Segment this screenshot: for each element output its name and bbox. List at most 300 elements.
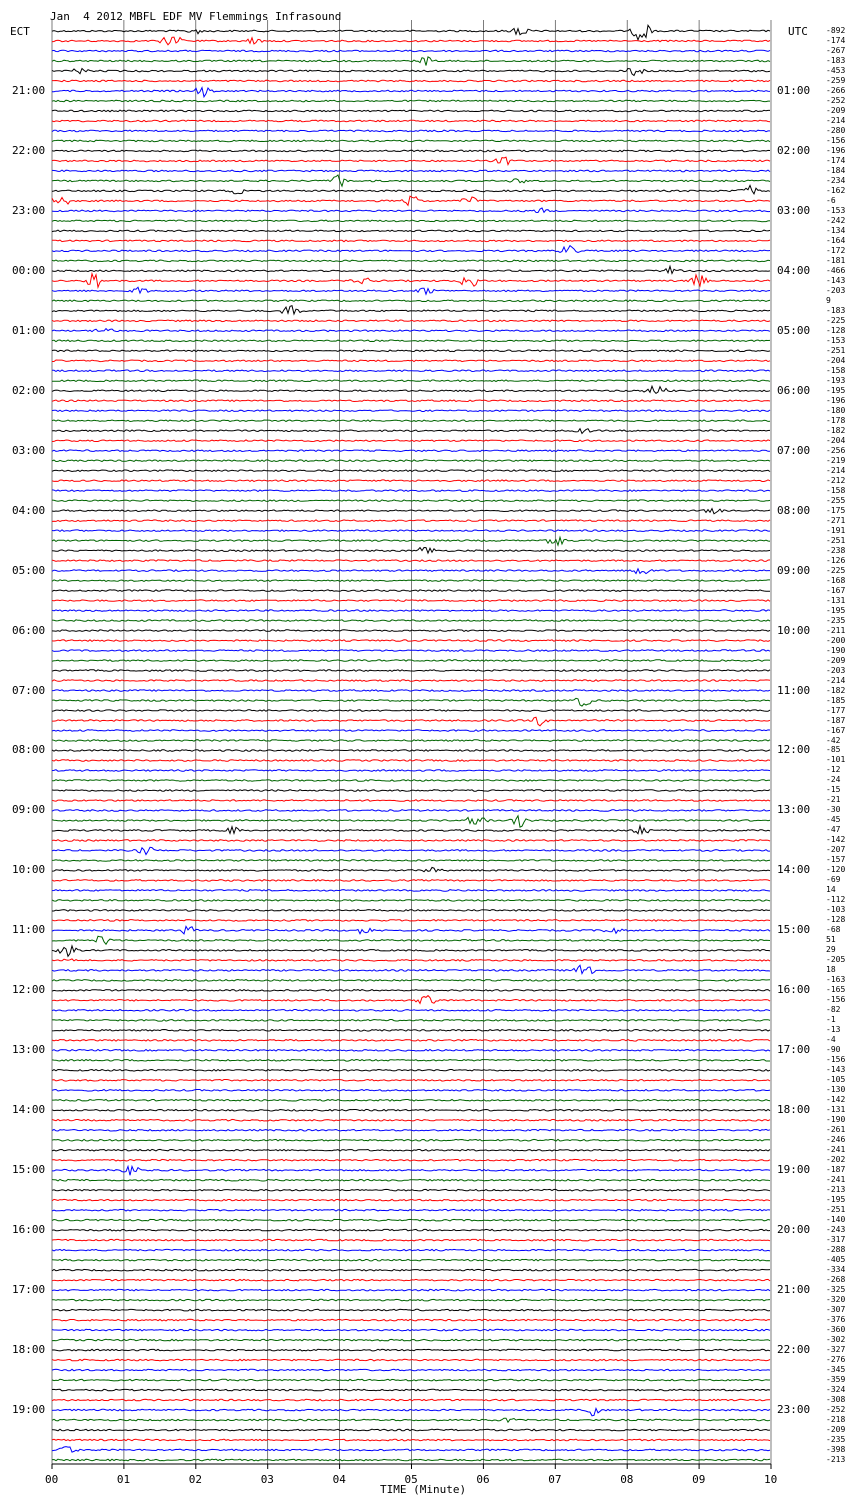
trace-offset-value: -234 [826,175,846,185]
trace-row [52,340,770,342]
trace-row [52,965,770,973]
trace-offset-value: -153 [826,335,846,345]
right-timezone-label: UTC [788,25,808,38]
trace-row [52,429,770,434]
trace-offset-value: -317 [826,1235,846,1245]
trace-row [52,698,770,706]
utc-hour-label: 20:00 [777,1223,811,1237]
trace-row [52,400,770,402]
ect-hour-label: 21:00 [12,83,46,97]
trace-row [52,185,770,194]
trace-row [52,1100,770,1102]
trace-row [52,1359,770,1361]
trace-row [52,450,770,452]
trace-offset-value: -251 [826,1205,846,1215]
trace-offset-value: -302 [826,1335,846,1345]
x-tick-label: 10 [764,1473,778,1486]
trace-offset-value: -218 [826,1415,846,1425]
chart-title: Jan 4 2012 MBFL EDF MV Flemmings Infrasound [50,10,342,23]
trace-row [52,110,770,112]
trace-offset-value: -185 [826,695,846,705]
trace-row [52,1179,770,1181]
x-tick-label: 09 [692,1473,706,1486]
trace-offset-value: -42 [826,735,841,745]
trace-row [52,274,770,288]
trace-row [52,826,770,834]
trace-row [52,1010,770,1012]
trace-row [52,1070,770,1072]
trace-offset-value: -182 [826,425,846,435]
trace-offset-value: -82 [826,1005,841,1015]
trace-offset-value: -126 [826,555,846,565]
trace-offset-value: -398 [826,1445,846,1454]
trace-row [52,1299,770,1301]
trace-offset-value: -164 [826,235,846,245]
trace-row [52,730,770,732]
trace-row [52,1119,770,1121]
trace-row [52,300,770,302]
trace-row [52,1379,770,1381]
trace-row [52,590,770,592]
trace-offset-value: -207 [826,845,846,855]
trace-row [52,50,770,52]
trace-row [52,306,770,314]
trace-row [52,170,770,172]
trace-row [52,1159,770,1161]
trace-offset-value: -13 [826,1025,841,1035]
trace-row [52,1279,770,1281]
trace-offset-value: -85 [826,745,841,755]
trace-offset-value: -203 [826,285,846,295]
trace-row [52,350,770,352]
trace-row [52,410,770,412]
trace-offset-value: -214 [826,675,846,685]
trace-offset-value: -308 [826,1395,846,1405]
trace-offset-value: -195 [826,385,846,395]
trace-row [52,530,770,532]
trace-row [52,1040,770,1042]
trace-row [52,770,770,772]
trace-row [52,370,770,372]
trace-row [52,630,770,632]
trace-row [52,1309,770,1311]
trace-offset-value: -252 [826,1405,846,1415]
trace-row [52,1020,770,1022]
trace-offset-value: -276 [826,1355,846,1365]
utc-hour-label: 13:00 [777,803,811,817]
ect-hour-label: 08:00 [12,743,46,757]
utc-hour-label: 21:00 [777,1283,811,1297]
trace-row [52,490,770,492]
utc-hour-label: 03:00 [777,203,811,217]
trace-row [52,37,770,45]
trace-offset-value: -307 [826,1305,846,1315]
trace-row [52,1439,770,1441]
trace-row [52,810,770,812]
trace-offset-value: -131 [826,595,846,605]
trace-offset-value: -324 [826,1385,846,1395]
trace-row [52,1219,770,1221]
ect-hour-label: 23:00 [12,203,46,217]
ect-hour-label: 10:00 [12,863,46,877]
trace-row [52,1249,770,1251]
trace-row [52,920,770,922]
trace-offset-value: -288 [826,1245,846,1255]
trace-offset-value: -168 [826,575,846,585]
ect-hour-label: 13:00 [12,1043,46,1057]
trace-offset-value: -195 [826,1195,846,1205]
trace-offset-value: -466 [826,265,846,275]
utc-hour-label: 09:00 [777,563,811,577]
trace-row [52,1030,770,1032]
ect-hour-label: 16:00 [12,1223,46,1237]
trace-offset-value: -267 [826,45,846,55]
utc-hour-label: 18:00 [777,1103,811,1117]
trace-row [52,220,770,222]
trace-offset-value: -280 [826,125,846,135]
trace-offset-value: -167 [826,725,846,735]
trace-offset-value: -182 [826,685,846,695]
x-tick-label: 05 [404,1473,418,1486]
trace-offset-value: -251 [826,535,846,545]
ect-hour-label: 03:00 [12,443,46,457]
ect-hour-label: 11:00 [12,923,46,937]
utc-hour-label: 05:00 [777,323,811,337]
trace-offset-value: -187 [826,715,846,725]
trace-offset-value: -167 [826,585,846,595]
trace-row [52,1050,770,1052]
trace-row [52,1349,770,1351]
trace-offset-value: -271 [826,515,846,525]
trace-row [52,260,770,262]
trace-offset-value: -190 [826,1115,846,1125]
trace-row [52,980,770,982]
trace-offset-value: 14 [826,885,836,895]
trace-offset-value: -162 [826,185,846,195]
trace-offset-value: -212 [826,475,846,485]
ect-hour-label: 15:00 [12,1163,46,1177]
trace-row [52,1447,770,1453]
trace-offset-value: -219 [826,455,846,465]
trace-offset-value: -165 [826,985,846,995]
trace-row [52,1319,770,1321]
trace-offset-value: -204 [826,435,846,445]
trace-row [52,867,770,871]
trace-offset-value: -143 [826,1065,846,1075]
trace-offset-value: -209 [826,1425,846,1435]
trace-row [52,1060,770,1062]
trace-row [52,990,770,992]
trace-offset-value: -209 [826,105,846,115]
trace-offset-value: -183 [826,55,846,65]
utc-hour-label: 22:00 [777,1343,811,1357]
trace-row [52,1189,770,1191]
trace-offset-value: -256 [826,445,846,455]
trace-row [52,25,770,40]
trace-offset-value: -325 [826,1285,846,1295]
trace-row [52,1429,770,1431]
ect-hour-label: 01:00 [12,323,46,337]
trace-offset-value: -24 [826,775,841,785]
trace-row [52,660,770,662]
trace-row [52,569,770,574]
trace-row [52,1289,770,1291]
trace-row [52,57,770,66]
trace-row [52,680,770,682]
trace-row [52,580,770,582]
trace-row [52,670,770,672]
x-tick-label: 04 [332,1473,346,1486]
trace-row [52,760,770,762]
trace-row [52,847,770,854]
trace-offset-value: -175 [826,505,846,515]
trace-row [52,740,770,742]
trace-row [52,150,770,152]
trace-row [52,840,770,842]
x-axis-label: TIME (Minute) [380,1483,467,1496]
trace-offset-value: -892 [826,26,846,35]
trace-row [52,208,770,213]
trace-row [52,548,770,554]
trace-row [52,640,770,642]
trace-offset-value: -241 [826,1145,846,1155]
ect-hour-label: 06:00 [12,623,46,637]
utc-hour-label: 06:00 [777,383,811,397]
trace-row [52,240,770,242]
trace-row [52,287,770,294]
trace-row [52,946,770,956]
trace-offset-value: -105 [826,1075,846,1085]
trace-offset-value: -45 [826,815,841,825]
trace-row [52,1209,770,1211]
ect-hour-label: 19:00 [12,1403,46,1417]
trace-row [52,1139,770,1141]
utc-hour-label: 15:00 [777,923,811,937]
x-tick-label: 08 [620,1473,634,1486]
trace-offset-value: -241 [826,1175,846,1185]
trace-offset-value: -261 [826,1125,846,1135]
ect-hour-label: 09:00 [12,803,46,817]
trace-offset-value: -174 [826,35,846,45]
trace-offset-value: -196 [826,395,846,405]
x-tick-label: 00 [45,1473,59,1486]
trace-row [52,790,770,792]
trace-offset-value: -268 [826,1275,846,1285]
trace-offset-value: -225 [826,315,846,325]
trace-row [52,690,770,692]
trace-row [52,710,770,712]
x-tick-label: 07 [548,1473,562,1486]
x-tick-label: 01 [116,1473,131,1486]
trace-row [52,1109,770,1111]
trace-offset-value: -47 [826,825,841,835]
trace-row [52,900,770,902]
trace-offset-value: -143 [826,275,846,285]
trace-row [52,1129,770,1131]
trace-offset-value: -30 [826,805,841,815]
trace-offset-value: -142 [826,835,846,845]
trace-offset-value: -131 [826,1105,846,1115]
trace-offset-value: 29 [826,945,836,955]
trace-row [52,470,770,472]
trace-row [52,266,770,273]
trace-offset-value: -235 [826,615,846,625]
trace-offset-value: -327 [826,1345,846,1355]
left-timezone-label: ECT [10,25,30,38]
trace-offset-value: -157 [826,855,846,865]
ect-hour-label: 02:00 [12,383,46,397]
utc-hour-label: 02:00 [777,143,811,157]
trace-row [52,100,770,102]
ect-hour-label: 17:00 [12,1283,46,1297]
trace-offset-value: -172 [826,245,846,255]
trace-row [52,1408,770,1415]
trace-row [52,175,770,186]
trace-row [52,1418,770,1422]
x-tick-label: 02 [188,1473,203,1486]
trace-offset-value: -163 [826,975,846,985]
trace-offset-value: -204 [826,355,846,365]
trace-row [52,1149,770,1151]
trace-offset-value: -156 [826,1055,846,1065]
trace-offset-value: -15 [826,785,841,795]
trace-row [52,130,770,132]
trace-offset-value: 18 [826,965,836,975]
utc-hour-label: 11:00 [777,683,811,697]
trace-offset-value: -200 [826,635,846,645]
trace-offset-value: -191 [826,525,846,535]
trace-offset-value: -242 [826,215,846,225]
trace-row [52,80,770,82]
trace-offset-value: -213 [826,1185,846,1195]
trace-offset-value: -453 [826,65,846,75]
trace-row [52,460,770,462]
trace-offset-value: 9 [826,295,831,305]
ect-hour-label: 04:00 [12,503,46,517]
trace-row [52,500,770,502]
trace-row [52,816,770,827]
utc-hour-label: 16:00 [777,983,811,997]
trace-offset-value: -190 [826,645,846,655]
x-tick-label: 06 [476,1473,490,1486]
trace-offset-value: -130 [826,1085,846,1095]
trace-offset-value: -180 [826,405,846,415]
trace-offset-value: -142 [826,1095,846,1105]
trace-offset-value: -187 [826,1165,846,1175]
trace-row [52,1269,770,1271]
trace-offset-value: -156 [826,135,846,145]
utc-hour-label: 23:00 [777,1403,811,1417]
trace-offset-value: -128 [826,325,846,335]
trace-offset-value: -184 [826,165,846,175]
trace-offset-value: -195 [826,605,846,615]
trace-offset-value: -158 [826,365,846,375]
trace-row [52,1339,770,1341]
trace-row [52,560,770,562]
trace-offset-value: -376 [826,1315,846,1325]
trace-offset-value: -21 [826,795,841,805]
trace-offset-value: -203 [826,665,846,675]
trace-offset-value: -359 [826,1375,846,1385]
ect-hour-label: 05:00 [12,563,46,577]
ect-hour-label: 18:00 [12,1343,46,1357]
trace-offset-value: -128 [826,915,846,925]
trace-offset-value: -345 [826,1365,846,1375]
trace-offset-value: -134 [826,225,846,235]
trace-offset-value: -360 [826,1325,846,1335]
trace-offset-value: -158 [826,485,846,495]
trace-row [52,509,770,514]
trace-row [52,1369,770,1371]
trace-row [52,386,770,393]
trace-offset-value: -334 [826,1265,846,1275]
trace-row [52,246,770,253]
trace-row [52,620,770,622]
trace-offset-value: -1 [826,1015,836,1025]
trace-row [52,890,770,892]
trace-row [52,1167,770,1176]
trace-row [52,750,770,752]
trace-offset-value: -69 [826,875,841,885]
ect-hour-label: 14:00 [12,1103,46,1117]
trace-row [52,69,770,76]
trace-offset-value: -252 [826,95,846,105]
trace-row [52,600,770,602]
trace-offset-value: -12 [826,765,841,775]
ect-hour-label: 22:00 [12,143,46,157]
trace-row [52,360,770,362]
trace-offset-value: -255 [826,495,846,505]
trace-offset-value: -235 [826,1435,846,1444]
trace-row [52,936,770,944]
trace-offset-value: -251 [826,345,846,355]
trace-offset-value: -320 [826,1295,846,1305]
trace-offset-value: -225 [826,565,846,575]
trace-row [52,157,770,164]
trace-offset-value: -174 [826,155,846,165]
trace-offset-value: -238 [826,545,846,555]
trace-row [52,650,770,652]
trace-row [52,88,770,97]
trace-offset-value: -214 [826,465,846,475]
trace-offset-value: -266 [826,85,846,95]
trace-offset-value: -101 [826,755,846,765]
trace-row [52,717,770,726]
trace-row [52,520,770,522]
ect-hour-label: 12:00 [12,983,46,997]
trace-offset-value: -177 [826,705,846,715]
trace-row [52,1259,770,1261]
trace-row [52,120,770,122]
trace-row [52,910,770,912]
trace-row [52,996,770,1004]
x-tick-label: 03 [260,1473,274,1486]
utc-hour-label: 01:00 [777,83,811,97]
trace-offset-value: -211 [826,625,846,635]
trace-row [52,1229,770,1231]
trace-offset-value: -243 [826,1225,846,1235]
trace-offset-value: -68 [826,925,841,935]
trace-offset-value: -112 [826,895,846,905]
trace-row [52,1199,770,1201]
utc-hour-label: 17:00 [777,1043,811,1057]
utc-hour-label: 12:00 [777,743,811,757]
trace-offset-value: -196 [826,145,846,155]
trace-offset-value: -213 [826,1455,846,1464]
trace-row [52,329,770,332]
trace-offset-value: -103 [826,905,846,915]
trace-offset-value: -153 [826,205,846,215]
